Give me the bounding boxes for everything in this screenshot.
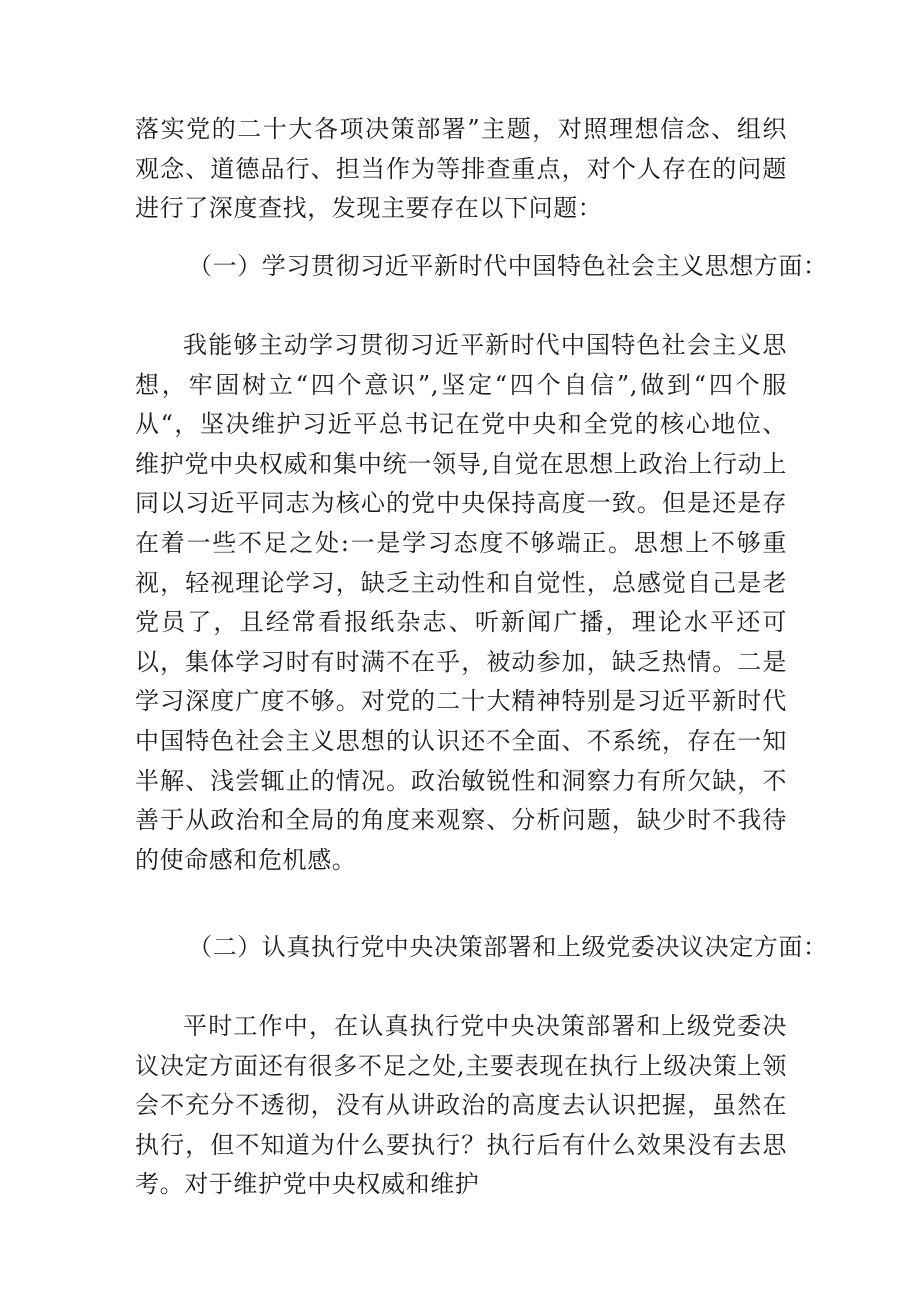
intro-paragraph: 落实党的二十大各项决策部署”主题，对照理想信念、组织观念、道德品行、担当作为等排查重点，对个人存在的问题进行了深度查找，发现主要存在以下问题：	[135, 115, 787, 223]
section-1-body: 我能够主动学习贯彻习近平新时代中国特色社会主义思想，牢固树立“四个意识”,坚定“四个自信”,做到“四个服从“，坚决维护习近平总书记在党中央和全党的核心地位、维护党中央权威和集中统一领导,自觉在思想上政治上行动上同以习近平同志为核心的党中央保持高度一致。但是还是存在着一些不足之处:一是学习态度不够端正。思想上不够重视，轻视理论学习，缺乏主动性和自觉性，总感觉自己是老党员了，且经常看报纸杂志、听新闻广播，理论水平还可以，集体学习时有时满不在乎，被动参加，缺乏热情。二是学习深度广度不够。对党的二十大精神特别是习近平新时代中国特色社会主义思想的认识还不全面、不系统，存在一知半解、浅尝辄止的情况。政治敏锐性和洞察力有所欠缺，不善于从政治和全局的角度来观察、分析问题，缺少时不我待的使命感和危机感。	[135, 331, 787, 874]
section-1-heading: （一）学习贯彻习近平新时代中国特色社会主义思想方面：	[188, 252, 828, 280]
section-2-heading: （二）认真执行党中央决策部署和上级党委决议决定方面：	[188, 933, 828, 961]
section-2-body: 平时工作中，在认真执行党中央决策部署和上级党委决议决定方面还有很多不足之处,主要表现在执行上级决策上领会不充分不透彻，没有从讲政治的高度去认识把握，虽然在执行，但不知道为什么要执行？执行后有什么效果没有去思考。对于维护党中央权威和维护	[135, 1012, 787, 1199]
